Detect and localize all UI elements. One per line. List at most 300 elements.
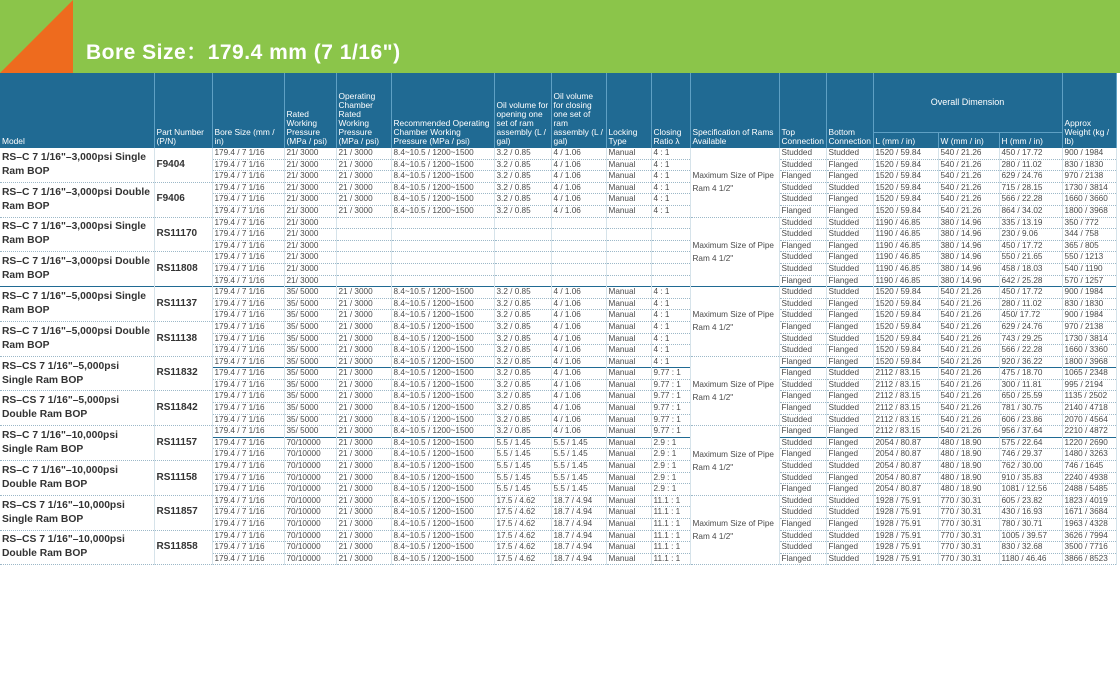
recommended-pressure-cell: 8.4~10.5 / 1200~1500 (391, 148, 494, 160)
width-cell: 540 / 21.26 (938, 333, 999, 345)
rated-pressure-cell: 21/ 3000 (284, 194, 336, 206)
oil-close-cell: 4 / 1.06 (551, 298, 606, 310)
chamber-pressure-cell: 21 / 3000 (336, 321, 391, 333)
height-cell: 458 / 18.03 (999, 263, 1062, 275)
top-connection-cell: Studded (779, 495, 826, 507)
chamber-pressure-cell (336, 217, 391, 229)
oil-close-cell: 4 / 1.06 (551, 321, 606, 333)
weight-cell: 900 / 1984 (1062, 287, 1116, 299)
bore-size-cell: 179.4 / 7 1/16 (212, 542, 284, 554)
locking-type-cell (606, 240, 651, 252)
model-cell: RS–CS 7 1/16"–10,000psi Single Ram BOP (0, 495, 154, 530)
bottom-connection-cell: Studded (826, 333, 873, 345)
height-cell: 746 / 29.37 (999, 449, 1062, 461)
width-cell: 540 / 21.26 (938, 426, 999, 438)
oil-close-cell: 5.5 / 1.45 (551, 437, 606, 449)
top-connection-cell: Studded (779, 507, 826, 519)
top-connection-cell: Flanged (779, 519, 826, 531)
width-cell: 480 / 18.90 (938, 437, 999, 449)
chamber-pressure-cell: 21 / 3000 (336, 519, 391, 531)
recommended-pressure-cell: 8.4~10.5 / 1200~1500 (391, 356, 494, 368)
oil-open-cell: 17.5 / 4.62 (494, 542, 551, 554)
bottom-connection-cell: Flanged (826, 542, 873, 554)
bottom-connection-cell: Studded (826, 461, 873, 473)
length-cell: 1928 / 75.91 (873, 507, 938, 519)
weight-cell: 1220 / 2690 (1062, 437, 1116, 449)
oil-close-cell: 18.7 / 4.94 (551, 553, 606, 565)
weight-cell: 3866 / 8523 (1062, 553, 1116, 565)
part-number-cell: RS11832 (154, 356, 212, 391)
model-cell: RS–C 7 1/16"–3,000psi Double Ram BOP (0, 252, 154, 287)
length-cell: 1520 / 59.84 (873, 321, 938, 333)
header-overall-dimension: Overall Dimension (873, 73, 1062, 133)
part-number-cell: F9404 (154, 148, 212, 183)
corner-triangle (0, 0, 73, 73)
length-cell: 2112 / 83.15 (873, 368, 938, 380)
chamber-pressure-cell: 21 / 3000 (336, 495, 391, 507)
oil-open-cell: 17.5 / 4.62 (494, 507, 551, 519)
bore-size-cell: 179.4 / 7 1/16 (212, 229, 284, 241)
weight-cell: 2070 / 4564 (1062, 414, 1116, 426)
rams-spec-cell: Maximum Size of Pipe Ram 4 1/2" (690, 287, 779, 357)
bore-size-cell: 179.4 / 7 1/16 (212, 449, 284, 461)
oil-close-cell (551, 217, 606, 229)
oil-open-cell: 3.2 / 0.85 (494, 159, 551, 171)
length-cell: 1520 / 59.84 (873, 333, 938, 345)
chamber-pressure-cell: 21 / 3000 (336, 426, 391, 438)
rated-pressure-cell: 35/ 5000 (284, 287, 336, 299)
oil-close-cell: 4 / 1.06 (551, 379, 606, 391)
rams-spec-cell: Maximum Size of Pipe Ram 4 1/2" (690, 217, 779, 287)
header-length: L (mm / in) (873, 133, 938, 148)
oil-open-cell: 3.2 / 0.85 (494, 310, 551, 322)
bottom-connection-cell: Studded (826, 530, 873, 542)
locking-type-cell: Manual (606, 495, 651, 507)
weight-cell: 830 / 1830 (1062, 298, 1116, 310)
length-cell: 1520 / 59.84 (873, 182, 938, 194)
closing-ratio-cell: 4 : 1 (651, 171, 690, 183)
oil-open-cell: 3.2 / 0.85 (494, 391, 551, 403)
width-cell: 770 / 30.31 (938, 553, 999, 565)
width-cell: 380 / 14.96 (938, 275, 999, 287)
top-connection-cell: Studded (779, 229, 826, 241)
weight-cell: 1730 / 3814 (1062, 182, 1116, 194)
height-cell: 300 / 11.81 (999, 379, 1062, 391)
closing-ratio-cell: 9.77 : 1 (651, 414, 690, 426)
bore-size-cell: 179.4 / 7 1/16 (212, 205, 284, 217)
bottom-connection-cell: Studded (826, 229, 873, 241)
locking-type-cell: Manual (606, 449, 651, 461)
model-cell: RS–CS 7 1/16"–5,000psi Single Ram BOP (0, 356, 154, 391)
height-cell: 780 / 30.71 (999, 519, 1062, 531)
weight-cell: 2140 / 4718 (1062, 403, 1116, 415)
locking-type-cell: Manual (606, 148, 651, 160)
width-cell: 540 / 21.26 (938, 298, 999, 310)
top-connection-cell: Studded (779, 159, 826, 171)
oil-open-cell: 17.5 / 4.62 (494, 519, 551, 531)
locking-type-cell: Manual (606, 356, 651, 368)
rams-spec-cell: Maximum Size of Pipe Ram 4 1/2" (690, 148, 779, 218)
oil-close-cell: 4 / 1.06 (551, 194, 606, 206)
oil-open-cell: 5.5 / 1.45 (494, 484, 551, 496)
top-connection-cell: Studded (779, 217, 826, 229)
rated-pressure-cell: 35/ 5000 (284, 414, 336, 426)
locking-type-cell: Manual (606, 182, 651, 194)
chamber-pressure-cell (336, 275, 391, 287)
rated-pressure-cell: 70/10000 (284, 553, 336, 565)
locking-type-cell: Manual (606, 345, 651, 357)
width-cell: 540 / 21.26 (938, 194, 999, 206)
oil-close-cell: 4 / 1.06 (551, 205, 606, 217)
bottom-connection-cell: Flanged (826, 310, 873, 322)
header-rated-working-pressure: Rated Working Pressure (MPa / psi) (284, 73, 336, 148)
weight-cell: 1823 / 4019 (1062, 495, 1116, 507)
chamber-pressure-cell: 21 / 3000 (336, 194, 391, 206)
closing-ratio-cell: 9.77 : 1 (651, 379, 690, 391)
bore-size-cell: 179.4 / 7 1/16 (212, 182, 284, 194)
locking-type-cell (606, 229, 651, 241)
height-cell: 1005 / 39.57 (999, 530, 1062, 542)
weight-cell: 540 / 1190 (1062, 263, 1116, 275)
recommended-pressure-cell: 8.4~10.5 / 1200~1500 (391, 437, 494, 449)
chamber-pressure-cell: 21 / 3000 (336, 287, 391, 299)
height-cell: 606 / 23.86 (999, 414, 1062, 426)
rated-pressure-cell: 70/10000 (284, 472, 336, 484)
closing-ratio-cell: 4 : 1 (651, 182, 690, 194)
closing-ratio-cell: 4 : 1 (651, 310, 690, 322)
length-cell: 1928 / 75.91 (873, 542, 938, 554)
oil-close-cell: 4 / 1.06 (551, 414, 606, 426)
top-connection-cell: Flanged (779, 275, 826, 287)
length-cell: 1520 / 59.84 (873, 205, 938, 217)
height-cell: 550 / 21.65 (999, 252, 1062, 264)
top-connection-cell: Studded (779, 252, 826, 264)
rated-pressure-cell: 21/ 3000 (284, 159, 336, 171)
bore-size-cell: 179.4 / 7 1/16 (212, 240, 284, 252)
locking-type-cell: Manual (606, 333, 651, 345)
locking-type-cell: Manual (606, 171, 651, 183)
height-cell: 864 / 34.02 (999, 205, 1062, 217)
top-connection-cell: Flanged (779, 484, 826, 496)
weight-cell: 970 / 2138 (1062, 321, 1116, 333)
table-row (0, 321, 1116, 333)
chamber-pressure-cell: 21 / 3000 (336, 333, 391, 345)
chamber-pressure-cell: 21 / 3000 (336, 368, 391, 380)
table-row (0, 426, 1116, 438)
oil-open-cell (494, 217, 551, 229)
closing-ratio-cell: 2.9 : 1 (651, 472, 690, 484)
top-connection-cell: Studded (779, 530, 826, 542)
bore-size-cell: 179.4 / 7 1/16 (212, 252, 284, 264)
bore-size-cell: 179.4 / 7 1/16 (212, 321, 284, 333)
recommended-pressure-cell: 8.4~10.5 / 1200~1500 (391, 391, 494, 403)
oil-open-cell: 3.2 / 0.85 (494, 205, 551, 217)
weight-cell: 830 / 1830 (1062, 159, 1116, 171)
bore-size-cell: 179.4 / 7 1/16 (212, 379, 284, 391)
recommended-pressure-cell: 8.4~10.5 / 1200~1500 (391, 449, 494, 461)
chamber-pressure-cell: 21 / 3000 (336, 182, 391, 194)
length-cell: 1190 / 46.85 (873, 240, 938, 252)
oil-open-cell: 3.2 / 0.85 (494, 403, 551, 415)
bottom-connection-cell: Studded (826, 182, 873, 194)
bore-size-cell: 179.4 / 7 1/16 (212, 171, 284, 183)
rams-spec-cell: Maximum Size of Pipe Ram 4 1/2" (690, 495, 779, 565)
bore-size-cell: 179.4 / 7 1/16 (212, 275, 284, 287)
rated-pressure-cell: 21/ 3000 (284, 275, 336, 287)
locking-type-cell: Manual (606, 553, 651, 565)
chamber-pressure-cell: 21 / 3000 (336, 298, 391, 310)
model-cell: RS–C 7 1/16"–10,000psi Double Ram BOP (0, 461, 154, 496)
width-cell: 540 / 21.26 (938, 287, 999, 299)
recommended-pressure-cell (391, 217, 494, 229)
recommended-pressure-cell (391, 240, 494, 252)
closing-ratio-cell: 9.77 : 1 (651, 403, 690, 415)
closing-ratio-cell: 4 : 1 (651, 148, 690, 160)
closing-ratio-cell: 4 : 1 (651, 159, 690, 171)
weight-cell: 1671 / 3684 (1062, 507, 1116, 519)
top-connection-cell: Flanged (779, 368, 826, 380)
bottom-connection-cell: Flanged (826, 356, 873, 368)
rated-pressure-cell: 21/ 3000 (284, 182, 336, 194)
locking-type-cell (606, 263, 651, 275)
width-cell: 770 / 30.31 (938, 495, 999, 507)
height-cell: 566 / 22.28 (999, 345, 1062, 357)
width-cell: 480 / 18.90 (938, 449, 999, 461)
height-cell: 920 / 36.22 (999, 356, 1062, 368)
length-cell: 1520 / 59.84 (873, 194, 938, 206)
bore-size-cell: 179.4 / 7 1/16 (212, 472, 284, 484)
bore-size-cell: 179.4 / 7 1/16 (212, 287, 284, 299)
height-cell: 450/ 17.72 (999, 310, 1062, 322)
weight-cell: 365 / 805 (1062, 240, 1116, 252)
rated-pressure-cell: 21/ 3000 (284, 252, 336, 264)
width-cell: 540 / 21.26 (938, 148, 999, 160)
width-cell: 480 / 18.90 (938, 472, 999, 484)
bore-size-cell: 179.4 / 7 1/16 (212, 507, 284, 519)
rated-pressure-cell: 35/ 5000 (284, 391, 336, 403)
rated-pressure-cell: 35/ 5000 (284, 379, 336, 391)
bore-size-cell: 179.4 / 7 1/16 (212, 333, 284, 345)
width-cell: 540 / 21.26 (938, 379, 999, 391)
oil-open-cell: 5.5 / 1.45 (494, 461, 551, 473)
top-connection-cell: Studded (779, 310, 826, 322)
length-cell: 1520 / 59.84 (873, 287, 938, 299)
table-row (0, 148, 1116, 160)
oil-close-cell: 4 / 1.06 (551, 426, 606, 438)
rated-pressure-cell: 21/ 3000 (284, 205, 336, 217)
oil-close-cell: 5.5 / 1.45 (551, 484, 606, 496)
chamber-pressure-cell (336, 263, 391, 275)
chamber-pressure-cell (336, 229, 391, 241)
top-connection-cell: Studded (779, 287, 826, 299)
height-cell: 629 / 24.76 (999, 321, 1062, 333)
top-connection-cell: Studded (779, 148, 826, 160)
oil-open-cell: 3.2 / 0.85 (494, 148, 551, 160)
top-connection-cell: Studded (779, 542, 826, 554)
locking-type-cell (606, 252, 651, 264)
closing-ratio-cell (651, 252, 690, 264)
height-cell: 230 / 9.06 (999, 229, 1062, 241)
bore-size-cell: 179.4 / 7 1/16 (212, 403, 284, 415)
top-connection-cell: Studded (779, 379, 826, 391)
closing-ratio-cell: 4 : 1 (651, 333, 690, 345)
width-cell: 770 / 30.31 (938, 519, 999, 531)
chamber-pressure-cell: 21 / 3000 (336, 379, 391, 391)
locking-type-cell: Manual (606, 287, 651, 299)
locking-type-cell: Manual (606, 519, 651, 531)
chamber-pressure-cell (336, 252, 391, 264)
top-connection-cell: Flanged (779, 403, 826, 415)
part-number-cell: RS11138 (154, 321, 212, 356)
rated-pressure-cell: 35/ 5000 (284, 345, 336, 357)
recommended-pressure-cell: 8.4~10.5 / 1200~1500 (391, 287, 494, 299)
bottom-connection-cell: Studded (826, 263, 873, 275)
closing-ratio-cell: 11.1 : 1 (651, 507, 690, 519)
oil-open-cell: 3.2 / 0.85 (494, 426, 551, 438)
locking-type-cell: Manual (606, 507, 651, 519)
closing-ratio-cell: 2.9 : 1 (651, 484, 690, 496)
closing-ratio-cell (651, 263, 690, 275)
locking-type-cell (606, 217, 651, 229)
width-cell: 540 / 21.26 (938, 205, 999, 217)
weight-cell: 344 / 758 (1062, 229, 1116, 241)
top-connection-cell: Flanged (779, 205, 826, 217)
closing-ratio-cell: 9.77 : 1 (651, 391, 690, 403)
oil-close-cell: 18.7 / 4.94 (551, 507, 606, 519)
bottom-connection-cell: Studded (826, 148, 873, 160)
length-cell: 2112 / 83.15 (873, 379, 938, 391)
top-connection-cell: Flanged (779, 391, 826, 403)
height-cell: 830 / 32.68 (999, 542, 1062, 554)
rated-pressure-cell: 35/ 5000 (284, 403, 336, 415)
bore-size-cell: 179.4 / 7 1/16 (212, 391, 284, 403)
recommended-pressure-cell (391, 263, 494, 275)
bottom-connection-cell: Flanged (826, 437, 873, 449)
rated-pressure-cell: 21/ 3000 (284, 217, 336, 229)
bottom-connection-cell: Flanged (826, 426, 873, 438)
recommended-pressure-cell: 8.4~10.5 / 1200~1500 (391, 553, 494, 565)
table-row (0, 217, 1116, 229)
model-cell: RS–CS 7 1/16"–10,000psi Double Ram BOP (0, 530, 154, 565)
length-cell: 1520 / 59.84 (873, 356, 938, 368)
weight-cell: 570 / 1257 (1062, 275, 1116, 287)
top-connection-cell: Studded (779, 263, 826, 275)
oil-open-cell: 5.5 / 1.45 (494, 437, 551, 449)
locking-type-cell: Manual (606, 542, 651, 554)
recommended-pressure-cell: 8.4~10.5 / 1200~1500 (391, 310, 494, 322)
bore-size-cell: 179.4 / 7 1/16 (212, 495, 284, 507)
header-oil-volume-opening: Oil volume for opening one set of ram assembly (L / gal) (494, 73, 551, 148)
recommended-pressure-cell: 8.4~10.5 / 1200~1500 (391, 461, 494, 473)
bottom-connection-cell: Flanged (826, 449, 873, 461)
recommended-pressure-cell (391, 252, 494, 264)
length-cell: 1928 / 75.91 (873, 495, 938, 507)
closing-ratio-cell: 4 : 1 (651, 345, 690, 357)
length-cell: 2112 / 83.15 (873, 391, 938, 403)
chamber-pressure-cell: 21 / 3000 (336, 171, 391, 183)
chamber-pressure-cell: 21 / 3000 (336, 356, 391, 368)
recommended-pressure-cell: 8.4~10.5 / 1200~1500 (391, 519, 494, 531)
height-cell: 605 / 23.82 (999, 495, 1062, 507)
model-cell: RS–C 7 1/16"–3,000psi Single Ram BOP (0, 217, 154, 252)
rated-pressure-cell: 21/ 3000 (284, 229, 336, 241)
rated-pressure-cell: 70/10000 (284, 449, 336, 461)
locking-type-cell: Manual (606, 426, 651, 438)
weight-cell: 2240 / 4938 (1062, 472, 1116, 484)
closing-ratio-cell: 11.1 : 1 (651, 553, 690, 565)
weight-cell: 995 / 2194 (1062, 379, 1116, 391)
locking-type-cell: Manual (606, 414, 651, 426)
bottom-connection-cell: Flanged (826, 194, 873, 206)
bottom-connection-cell: Studded (826, 495, 873, 507)
bore-size-cell: 179.4 / 7 1/16 (212, 461, 284, 473)
bore-size-cell: 179.4 / 7 1/16 (212, 484, 284, 496)
page-title: Bore Size：179.4 mm (7 1/16") (86, 41, 401, 64)
chamber-pressure-cell: 21 / 3000 (336, 310, 391, 322)
table-row (0, 391, 1116, 403)
chamber-pressure-cell: 21 / 3000 (336, 542, 391, 554)
locking-type-cell (606, 275, 651, 287)
oil-open-cell: 5.5 / 1.45 (494, 472, 551, 484)
oil-close-cell: 18.7 / 4.94 (551, 519, 606, 531)
oil-close-cell: 4 / 1.06 (551, 148, 606, 160)
bore-size-cell: 179.4 / 7 1/16 (212, 553, 284, 565)
closing-ratio-cell (651, 229, 690, 241)
weight-cell: 1660 / 3660 (1062, 194, 1116, 206)
recommended-pressure-cell: 8.4~10.5 / 1200~1500 (391, 194, 494, 206)
oil-open-cell: 3.2 / 0.85 (494, 171, 551, 183)
rated-pressure-cell: 35/ 5000 (284, 426, 336, 438)
header-model: Model (0, 73, 154, 148)
bottom-connection-cell: Flanged (826, 345, 873, 357)
weight-cell: 2210 / 4872 (1062, 426, 1116, 438)
height-cell: 743 / 29.25 (999, 333, 1062, 345)
part-number-cell: RS11158 (154, 461, 212, 496)
closing-ratio-cell: 2.9 : 1 (651, 449, 690, 461)
length-cell: 2054 / 80.87 (873, 449, 938, 461)
top-connection-cell: Flanged (779, 321, 826, 333)
width-cell: 380 / 14.96 (938, 263, 999, 275)
locking-type-cell: Manual (606, 310, 651, 322)
weight-cell: 1135 / 2502 (1062, 391, 1116, 403)
chamber-pressure-cell: 21 / 3000 (336, 403, 391, 415)
oil-open-cell: 3.2 / 0.85 (494, 414, 551, 426)
table-row (0, 252, 1116, 264)
header-rams-spec: Specification of Rams Available (690, 73, 779, 148)
oil-close-cell: 4 / 1.06 (551, 403, 606, 415)
oil-open-cell (494, 252, 551, 264)
recommended-pressure-cell: 8.4~10.5 / 1200~1500 (391, 495, 494, 507)
width-cell: 770 / 30.31 (938, 542, 999, 554)
chamber-pressure-cell: 21 / 3000 (336, 449, 391, 461)
closing-ratio-cell (651, 217, 690, 229)
header-operating-chamber-pressure: Operating Chamber Rated Working Pressure (MPa / psi) (336, 73, 391, 148)
recommended-pressure-cell: 8.4~10.5 / 1200~1500 (391, 298, 494, 310)
height-cell: 715 / 28.15 (999, 182, 1062, 194)
rams-spec-cell: Maximum Size of Pipe Ram 4 1/2" (690, 356, 779, 426)
length-cell: 2054 / 80.87 (873, 437, 938, 449)
header-closing-ratio: Closing Ratio λ (651, 73, 690, 148)
locking-type-cell: Manual (606, 484, 651, 496)
rated-pressure-cell: 35/ 5000 (284, 333, 336, 345)
header-height: H (mm / in) (999, 133, 1062, 148)
height-cell: 575 / 22.64 (999, 437, 1062, 449)
chamber-pressure-cell: 21 / 3000 (336, 461, 391, 473)
width-cell: 380 / 14.96 (938, 229, 999, 241)
weight-cell: 1480 / 3263 (1062, 449, 1116, 461)
header-oil-volume-closing: Oil volume for closing one set of ram assembly (L / gal) (551, 73, 606, 148)
length-cell: 2112 / 83.15 (873, 426, 938, 438)
